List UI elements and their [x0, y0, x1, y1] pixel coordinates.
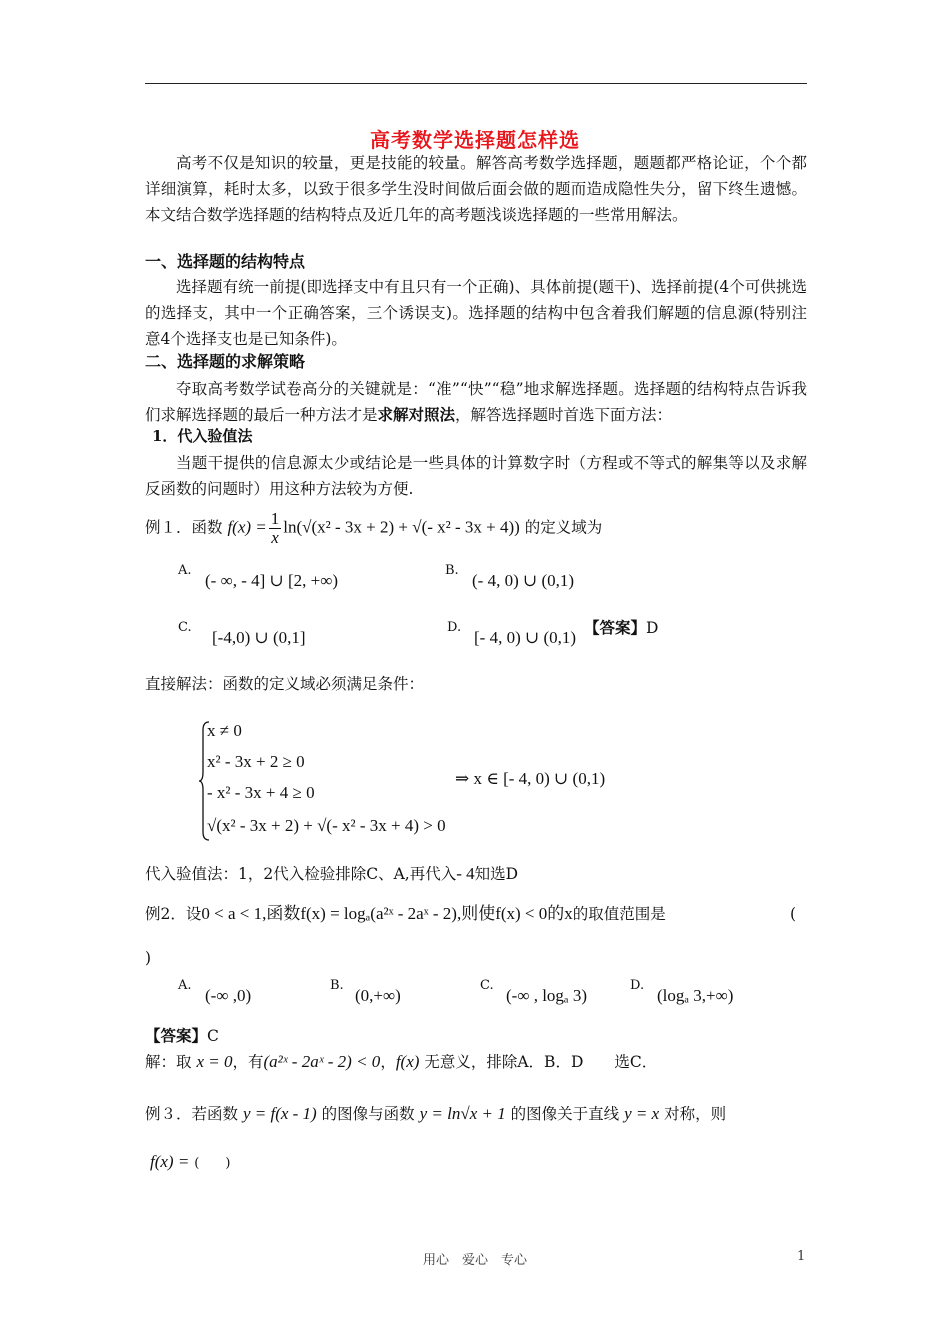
example1-option-c: [-4,0) ∪ (0,1] [212, 628, 306, 647]
intro-paragraph: 高考不仅是知识的较量，更是技能的较量。解答高考数学选择题，题题都严格论证，个个都详细演算，耗时太多，以致于很多学生没时间做后面会做的题而造成隐性失分，留下终生遗憾。本文结合数学选择题的结构特点及近几年的高考题浅谈选择题的一些常用解法。 [145, 154, 807, 224]
example1-option-b-letter: B. [445, 563, 459, 578]
example1-option-a-letter: A. [178, 563, 192, 578]
page-title: 高考数学选择题怎样选 [370, 128, 580, 152]
solution-prefix: 解：取 [145, 1053, 192, 1071]
example1-option-b: (- 4, 0) ∪ (0,1) [472, 571, 575, 590]
example1-suffix: 的定义域为 [524, 518, 603, 537]
example2-option-a: (-∞ ,0) [205, 986, 252, 1005]
fraction-denominator: x [271, 528, 279, 547]
footer-text: 用心 爱心 专心 [422, 1253, 527, 1268]
section2-heading: 二、选择题的求解策略 [145, 352, 306, 371]
example3-blank: ( ) [194, 1156, 231, 1171]
direct-solution-label: 直接解法：函数的定义域必须满足条件： [145, 675, 425, 693]
example1-answer [584, 616, 658, 640]
solution-expr: (a²ˣ - 2aˣ - 2) < 0 [263, 1052, 381, 1071]
example2-condition: 0 < a < 1,函数f(x) = logₐ(a²ˣ - 2aˣ - 2),则使f(x) < 0的x [201, 904, 573, 923]
example3-mid1: 的图像与函数 [321, 1105, 415, 1123]
example1-question [145, 510, 602, 547]
example2-option-b-letter: B. [330, 978, 344, 993]
example2-option-c-letter: C. [480, 978, 494, 993]
example3-question-fx: f(x) = [150, 1152, 190, 1171]
substitute-value: - 4 [456, 864, 475, 883]
substitute-method [145, 862, 518, 886]
solution-mid: ，有 [232, 1053, 264, 1071]
example2-label: 例2．设 [145, 905, 202, 923]
method1-body: 当题干提供的信息源太少或结论是一些具体的计算数字时（方程或不等式的解集等以及求解反函数的问题时）用这种方法较为方便. [145, 454, 807, 498]
system-conclusion: ⇒ x ∈ [- 4, 0) ∪ (0,1) [455, 769, 606, 788]
system-line-4: √(x² - 3x + 2) + √(- x² - 3x + 4) > 0 [207, 816, 446, 835]
example3-line: y = x [624, 1104, 660, 1123]
example1-option-a: (- ∞, - 4] ∪ [2, +∞) [205, 571, 339, 590]
system-line-3: - x² - 3x + 4 ≥ 0 [207, 783, 315, 802]
section1-heading: 一、选择题的结构特点 [145, 252, 306, 271]
header-rule [145, 83, 807, 84]
example2-option-a-letter: A. [178, 978, 192, 993]
section2-body-end: ，解答选择题时首选下面方法： [455, 406, 673, 424]
fraction-numerator: 1 [270, 509, 280, 528]
example3-question [145, 1102, 726, 1126]
example3-mid2: 的图像关于直线 [510, 1105, 620, 1123]
example1-func-rhs: ln(√(x² - 3x + 2) + √(- x² - 3x + 4)) [283, 517, 520, 537]
example1-fraction [269, 510, 282, 547]
solution-end: 无意义，排除A．B．D 选C． [424, 1053, 658, 1071]
example3-label: 例３．若函数 [145, 1105, 239, 1123]
page-number: 1 [797, 1249, 806, 1264]
example3-blank-line [150, 1150, 230, 1176]
example1-label: 例１．函数 [145, 518, 223, 537]
example2-option-c: (-∞ , logₐ 3) [506, 986, 587, 1005]
example1-option-d-letter: D. [447, 620, 462, 635]
solution-x: x = 0 [196, 1052, 233, 1071]
example2-option-d: (logₐ 3,+∞) [657, 986, 734, 1005]
example1-func-lhs: f(x) = [227, 517, 267, 537]
answer-value: D [646, 619, 659, 637]
example2-solution: 解：取 x = 0，有(a²ˣ - 2aˣ - 2) < 0，f(x) 无意义，排除A．B．D 选C． [145, 1052, 658, 1071]
section2-body [145, 376, 807, 428]
system-line-2: x² - 3x + 2 ≥ 0 [207, 752, 305, 771]
section2-body-bold: 求解对照法 [377, 405, 456, 424]
example3-end: 对称，则 [664, 1105, 727, 1123]
section1-body: 选择题有统一前提(即选择支中有且只有一个正确)、具体前提(题干)、选择前提(4个可供挑选的选择支，其中一个正确答案，三个诱误支)。选择题的结构中包含着我们解题的信息源(特别注意4个选择支也是已知条件)。 [145, 278, 807, 348]
example2-question [145, 902, 666, 926]
example2-option-b: (0,+∞) [355, 986, 401, 1005]
example1-option-c-letter: C. [178, 620, 192, 635]
substitute-end: 知选D [474, 865, 519, 883]
example1-option-d: [- 4, 0) ∪ (0,1) [474, 628, 577, 647]
example2-paren-close: ) [145, 949, 152, 967]
example2-answer [145, 1024, 219, 1048]
example3-func2: y = ln√x + 1 [419, 1104, 506, 1123]
example2-option-d-letter: D. [630, 978, 645, 993]
answer-value: C [207, 1027, 219, 1045]
system-line-1: x ≠ 0 [207, 721, 242, 740]
example2-suffix: 的取值范围是 [572, 905, 666, 923]
solution-fx: f(x) [395, 1052, 420, 1071]
method1-heading: 1．代入验值法 [152, 427, 253, 445]
example3-func1: y = f(x - 1) [242, 1104, 317, 1123]
answer-label: 【答案】 [584, 618, 647, 637]
section2-body-text: 夺取高考数学试卷高分的关键就是：“准”“快”“稳”地求解选择题。选择题的结构特点告诉我们求解选择题的最后一种方法才是 [145, 380, 807, 424]
substitute-text: 代入验值法：1，2代入检验排除C、A,再代入 [145, 865, 457, 883]
answer-label: 【答案】 [145, 1026, 208, 1045]
example2-paren-open: ( [790, 905, 797, 923]
